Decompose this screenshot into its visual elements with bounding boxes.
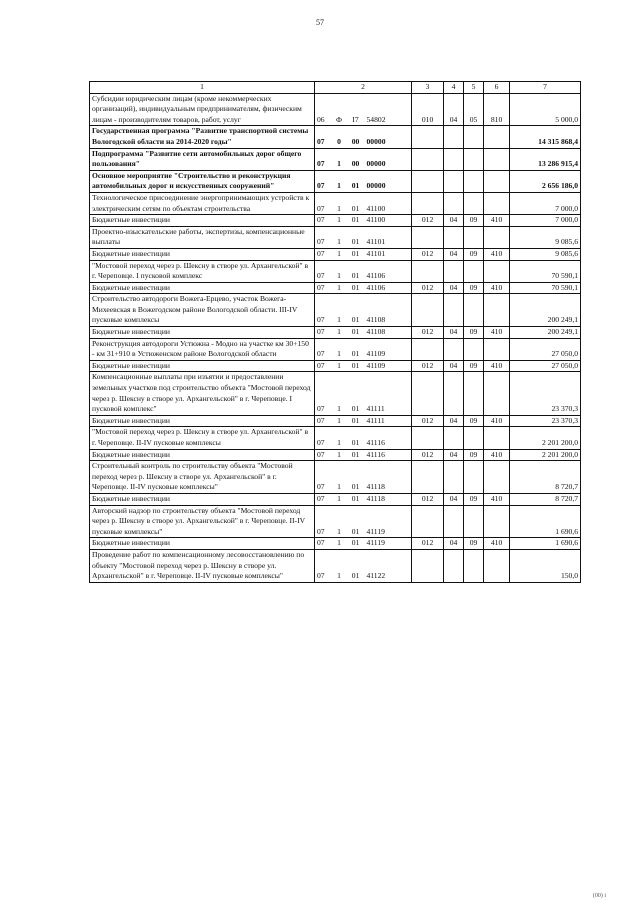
row-name-cell: Бюджетные инвестиции (90, 493, 315, 505)
row-code-cell: 41106 (365, 282, 412, 294)
row-code-cell: 410 (484, 493, 510, 505)
table-row (90, 427, 581, 449)
row-code-cell: 06 (315, 93, 332, 126)
row-amount-cell: 5 000,0 (510, 93, 581, 126)
row-code-cell (464, 226, 484, 248)
row-code-cell: 1 (332, 372, 347, 415)
table-row (90, 226, 581, 248)
row-code-cell: 1 (332, 260, 347, 282)
row-amount-cell: 200 249,1 (510, 327, 581, 339)
header-cell: 2 (315, 82, 412, 94)
row-name-cell: Бюджетные инвестиции (90, 282, 315, 294)
row-code-cell: 41118 (365, 461, 412, 494)
row-code-cell (464, 192, 484, 214)
row-name-cell: Проведение работ по компенсационному лесовосстановлению по объекту "Мостовой переход через р. Шексну в створе ул. Архангельской" в г. Череповце. II-IV пусковые комплексы" (90, 549, 315, 582)
row-code-cell: 00000 (365, 170, 412, 192)
row-code-cell: 01 (347, 505, 365, 538)
row-code-cell: 07 (315, 192, 332, 214)
row-amount-cell: 7 000,0 (510, 215, 581, 227)
row-code-cell: 07 (315, 372, 332, 415)
row-code-cell: 01 (347, 372, 365, 415)
row-code-cell: 1 (332, 192, 347, 214)
table-row (90, 192, 581, 214)
row-code-cell (444, 148, 464, 170)
row-code-cell (464, 294, 484, 327)
row-code-cell: 07 (315, 505, 332, 538)
row-code-cell: 09 (464, 282, 484, 294)
row-code-cell (412, 549, 444, 582)
row-code-cell: 07 (315, 449, 332, 461)
row-code-cell (412, 126, 444, 148)
row-code-cell: 012 (412, 282, 444, 294)
row-code-cell: 07 (315, 338, 332, 360)
row-code-cell: 010 (412, 93, 444, 126)
row-code-cell: 410 (484, 449, 510, 461)
row-amount-cell: 70 590,1 (510, 260, 581, 282)
row-code-cell: 1 (332, 148, 347, 170)
row-code-cell: 410 (484, 538, 510, 550)
row-name-cell: Бюджетные инвестиции (90, 327, 315, 339)
row-code-cell (412, 294, 444, 327)
row-code-cell: 012 (412, 360, 444, 372)
row-code-cell: 41116 (365, 427, 412, 449)
row-code-cell (412, 505, 444, 538)
row-code-cell: 1 (332, 170, 347, 192)
row-code-cell: 07 (315, 415, 332, 427)
row-code-cell: 01 (347, 327, 365, 339)
row-code-cell: 1 (332, 327, 347, 339)
row-code-cell: 00 (347, 148, 365, 170)
table-row (90, 294, 581, 327)
row-code-cell (484, 549, 510, 582)
table-row (90, 372, 581, 415)
row-code-cell: 04 (444, 282, 464, 294)
row-code-cell: 04 (444, 248, 464, 260)
row-code-cell: 54802 (365, 93, 412, 126)
row-name-cell: Бюджетные инвестиции (90, 360, 315, 372)
row-code-cell: 41101 (365, 226, 412, 248)
row-code-cell (484, 260, 510, 282)
row-amount-cell: 1 690,6 (510, 538, 581, 550)
row-code-cell: 41118 (365, 493, 412, 505)
row-code-cell (412, 461, 444, 494)
row-code-cell: 41106 (365, 260, 412, 282)
row-code-cell (484, 148, 510, 170)
row-code-cell: 410 (484, 415, 510, 427)
row-code-cell: 1 (332, 415, 347, 427)
row-amount-cell: 14 315 868,4 (510, 126, 581, 148)
row-code-cell: 07 (315, 461, 332, 494)
row-amount-cell: 13 286 915,4 (510, 148, 581, 170)
row-code-cell (444, 338, 464, 360)
row-code-cell (444, 372, 464, 415)
row-amount-cell: 8 720,7 (510, 461, 581, 494)
row-code-cell: Ф (332, 93, 347, 126)
table-row (90, 93, 581, 126)
row-code-cell (484, 126, 510, 148)
row-code-cell: 1 (332, 226, 347, 248)
row-code-cell (464, 427, 484, 449)
row-code-cell: 41108 (365, 327, 412, 339)
row-amount-cell: 2 201 200,0 (510, 427, 581, 449)
row-code-cell: 1 (332, 215, 347, 227)
row-code-cell (484, 338, 510, 360)
row-name-cell: Авторский надзор по строительству объекта "Мостовой переход через р. Шексну в створе ул. Архангельской" в г. Череповце. II-IV пусковые комплексы" (90, 505, 315, 538)
row-name-cell: Проектно-изыскательские работы, экспертизы, компенсационные выплаты (90, 226, 315, 248)
row-code-cell: 01 (347, 282, 365, 294)
table-row (90, 449, 581, 461)
row-name-cell: Подпрограмма "Развитие сети автомобильных дорог общего пользования" (90, 148, 315, 170)
row-code-cell: 00000 (365, 126, 412, 148)
row-code-cell (444, 427, 464, 449)
row-code-cell (412, 372, 444, 415)
row-amount-cell: 200 249,1 (510, 294, 581, 327)
row-amount-cell: 8 720,7 (510, 493, 581, 505)
row-code-cell: 09 (464, 360, 484, 372)
row-code-cell: 05 (464, 93, 484, 126)
row-code-cell: 07 (315, 549, 332, 582)
row-code-cell (412, 427, 444, 449)
row-amount-cell: 23 370,3 (510, 372, 581, 415)
row-code-cell (484, 372, 510, 415)
row-code-cell: 012 (412, 327, 444, 339)
row-code-cell (444, 461, 464, 494)
row-code-cell: 012 (412, 493, 444, 505)
row-code-cell (484, 505, 510, 538)
row-code-cell: 07 (315, 148, 332, 170)
row-code-cell: 07 (315, 427, 332, 449)
row-code-cell (444, 549, 464, 582)
row-code-cell (412, 338, 444, 360)
row-code-cell: 07 (315, 260, 332, 282)
row-code-cell: 41119 (365, 538, 412, 550)
row-code-cell: 09 (464, 415, 484, 427)
table-row (90, 338, 581, 360)
row-code-cell: 1 (332, 294, 347, 327)
row-code-cell: 41111 (365, 415, 412, 427)
row-code-cell (444, 294, 464, 327)
row-code-cell: 41100 (365, 192, 412, 214)
row-code-cell: 1 (332, 461, 347, 494)
row-code-cell: 07 (315, 282, 332, 294)
table-row (90, 170, 581, 192)
header-cell: 5 (464, 82, 484, 94)
row-amount-cell: 23 370,3 (510, 415, 581, 427)
row-code-cell: 410 (484, 282, 510, 294)
row-name-cell: "Мостовой переход через р. Шексну в створе ул. Архангельской" в г. Череповце. I пусковой комплекс (90, 260, 315, 282)
row-code-cell (464, 338, 484, 360)
row-code-cell (484, 427, 510, 449)
row-code-cell: 01 (347, 248, 365, 260)
table-row (90, 148, 581, 170)
row-code-cell: 012 (412, 415, 444, 427)
row-code-cell: 01 (347, 192, 365, 214)
row-code-cell: 01 (347, 493, 365, 505)
header-cell: 6 (484, 82, 510, 94)
row-code-cell: 012 (412, 215, 444, 227)
row-code-cell: 012 (412, 248, 444, 260)
row-code-cell: 01 (347, 549, 365, 582)
row-code-cell: 04 (444, 449, 464, 461)
row-code-cell: 1 (332, 248, 347, 260)
header-cell: 7 (510, 82, 581, 94)
row-code-cell: 012 (412, 449, 444, 461)
row-name-cell: Бюджетные инвестиции (90, 449, 315, 461)
row-code-cell: 41109 (365, 338, 412, 360)
row-name-cell: Строительство автодороги Вожега-Ерцево, участок Вожега-Михеевская в Вожегодском районе Вологодской области. III-IV пусковые комплексы (90, 294, 315, 327)
row-code-cell: 07 (315, 360, 332, 372)
row-code-cell: 410 (484, 360, 510, 372)
row-code-cell: 07 (315, 493, 332, 505)
row-code-cell: 00 (347, 126, 365, 148)
row-code-cell: 41101 (365, 248, 412, 260)
table-row (90, 215, 581, 227)
table-row (90, 126, 581, 148)
row-code-cell (484, 461, 510, 494)
table-row (90, 282, 581, 294)
row-code-cell: 01 (347, 449, 365, 461)
row-amount-cell: 27 050,0 (510, 360, 581, 372)
row-code-cell (412, 170, 444, 192)
row-code-cell (464, 372, 484, 415)
row-name-cell: "Мостовой переход через р. Шексну в створе ул. Архангельской" в г. Череповце. II-IV пусковые комплексы (90, 427, 315, 449)
row-code-cell: 07 (315, 215, 332, 227)
row-code-cell: 01 (347, 538, 365, 550)
row-code-cell: 09 (464, 449, 484, 461)
row-code-cell: 1 (332, 360, 347, 372)
row-code-cell: 01 (347, 461, 365, 494)
row-name-cell: Технологическое присоединение энергопринимающих устройств к электрическим сетям по объектам строительства (90, 192, 315, 214)
row-code-cell: 1 (332, 505, 347, 538)
row-amount-cell: 9 085,6 (510, 248, 581, 260)
row-code-cell: 01 (347, 170, 365, 192)
row-code-cell (464, 126, 484, 148)
row-code-cell: 012 (412, 538, 444, 550)
row-code-cell: 07 (315, 248, 332, 260)
header-row (90, 82, 581, 94)
row-code-cell (444, 126, 464, 148)
row-code-cell (444, 505, 464, 538)
row-amount-cell: 9 085,6 (510, 226, 581, 248)
table-row (90, 415, 581, 427)
row-code-cell (412, 226, 444, 248)
table-row (90, 327, 581, 339)
row-name-cell: Строительный контроль по строительству объекта "Мостовой переход через р. Шексну в створе ул. Архангельской" в г. Череповце. II-IV пусковые комплексы" (90, 461, 315, 494)
row-amount-cell: 7 000,0 (510, 192, 581, 214)
row-code-cell: 09 (464, 327, 484, 339)
row-code-cell (484, 294, 510, 327)
row-code-cell: 810 (484, 93, 510, 126)
row-code-cell: 00000 (365, 148, 412, 170)
table-row (90, 505, 581, 538)
row-name-cell: Компенсационные выплаты при изъятии и предоставлении земельных участков под строительство объекта "Мостовой переход через р. Шексну в створе ул. Архангельской" в г. Череповце. I пусковой комплекс" (90, 372, 315, 415)
row-code-cell: 1 (332, 449, 347, 461)
table-row (90, 248, 581, 260)
row-amount-cell: 1 690,6 (510, 505, 581, 538)
row-code-cell: 07 (315, 327, 332, 339)
row-amount-cell: 2 201 200,0 (510, 449, 581, 461)
row-code-cell (444, 192, 464, 214)
row-code-cell: 410 (484, 327, 510, 339)
row-code-cell: 07 (315, 126, 332, 148)
row-code-cell (464, 549, 484, 582)
row-code-cell (464, 260, 484, 282)
row-code-cell (444, 260, 464, 282)
row-code-cell: 01 (347, 226, 365, 248)
table-row (90, 493, 581, 505)
row-code-cell: 04 (444, 415, 464, 427)
row-code-cell (444, 226, 464, 248)
row-code-cell: 41111 (365, 372, 412, 415)
row-code-cell: 1 (332, 538, 347, 550)
row-code-cell: 410 (484, 215, 510, 227)
row-code-cell: 01 (347, 415, 365, 427)
table-row (90, 260, 581, 282)
budget-table (89, 81, 581, 583)
row-code-cell (484, 226, 510, 248)
row-code-cell: 1 (332, 338, 347, 360)
row-code-cell: 01 (347, 427, 365, 449)
row-code-cell (464, 461, 484, 494)
row-code-cell: 07 (315, 294, 332, 327)
row-code-cell: 04 (444, 360, 464, 372)
row-code-cell: 41100 (365, 215, 412, 227)
row-code-cell (464, 170, 484, 192)
row-code-cell: 07 (315, 226, 332, 248)
row-code-cell: 41116 (365, 449, 412, 461)
row-code-cell (412, 260, 444, 282)
row-code-cell: I7 (347, 93, 365, 126)
row-code-cell: 01 (347, 360, 365, 372)
header-cell: 1 (90, 82, 315, 94)
row-name-cell: Бюджетные инвестиции (90, 215, 315, 227)
row-name-cell: Бюджетные инвестиции (90, 248, 315, 260)
row-code-cell (464, 148, 484, 170)
row-amount-cell: 2 656 186,0 (510, 170, 581, 192)
row-code-cell: 09 (464, 493, 484, 505)
row-code-cell: 04 (444, 327, 464, 339)
row-code-cell (484, 192, 510, 214)
row-code-cell: 09 (464, 215, 484, 227)
row-name-cell: Бюджетные инвестиции (90, 415, 315, 427)
row-code-cell: 01 (347, 260, 365, 282)
row-code-cell (412, 148, 444, 170)
table-row (90, 360, 581, 372)
row-code-cell: 04 (444, 493, 464, 505)
row-code-cell: 1 (332, 282, 347, 294)
row-amount-cell: 27 050,0 (510, 338, 581, 360)
row-code-cell: 09 (464, 538, 484, 550)
row-code-cell: 1 (332, 549, 347, 582)
row-code-cell: 04 (444, 215, 464, 227)
header-cell: 4 (444, 82, 464, 94)
row-name-cell: Бюджетные инвестиции (90, 538, 315, 550)
table-row (90, 549, 581, 582)
row-code-cell: 41109 (365, 360, 412, 372)
footer-mark: (00) i (592, 893, 606, 899)
row-name-cell: Реконструкция автодороги Устюжна - Модно на участке км 30+150 - км 31+910 в Устюженском районе Вологодской области (90, 338, 315, 360)
page-number: 57 (316, 18, 324, 27)
row-code-cell: 04 (444, 93, 464, 126)
row-code-cell: 01 (347, 338, 365, 360)
row-code-cell: 0 (332, 126, 347, 148)
row-code-cell (412, 192, 444, 214)
row-code-cell: 07 (315, 538, 332, 550)
row-code-cell (484, 170, 510, 192)
row-code-cell: 01 (347, 294, 365, 327)
table-row (90, 461, 581, 494)
row-name-cell: Субсидии юридическим лицам (кроме некоммерческих организаций), индивидуальным предпринимателям, физическим лицам - производителям товаров, работ, услуг (90, 93, 315, 126)
row-code-cell: 41108 (365, 294, 412, 327)
header-cell: 3 (412, 82, 444, 94)
table-row (90, 538, 581, 550)
row-code-cell: 1 (332, 493, 347, 505)
row-name-cell: Государственная программа "Развитие транспортной системы Вологодской области на 2014-2020 годы" (90, 126, 315, 148)
row-code-cell: 09 (464, 248, 484, 260)
row-code-cell: 04 (444, 538, 464, 550)
row-code-cell: 07 (315, 170, 332, 192)
row-code-cell: 410 (484, 248, 510, 260)
row-code-cell (464, 505, 484, 538)
row-code-cell: 41119 (365, 505, 412, 538)
row-code-cell: 01 (347, 215, 365, 227)
row-amount-cell: 150,0 (510, 549, 581, 582)
row-code-cell: 41122 (365, 549, 412, 582)
row-name-cell: Основное мероприятие "Строительство и реконструкция автомобильных дорог и искусственных сооружений" (90, 170, 315, 192)
row-amount-cell: 70 590,1 (510, 282, 581, 294)
row-code-cell (444, 170, 464, 192)
row-code-cell: 1 (332, 427, 347, 449)
